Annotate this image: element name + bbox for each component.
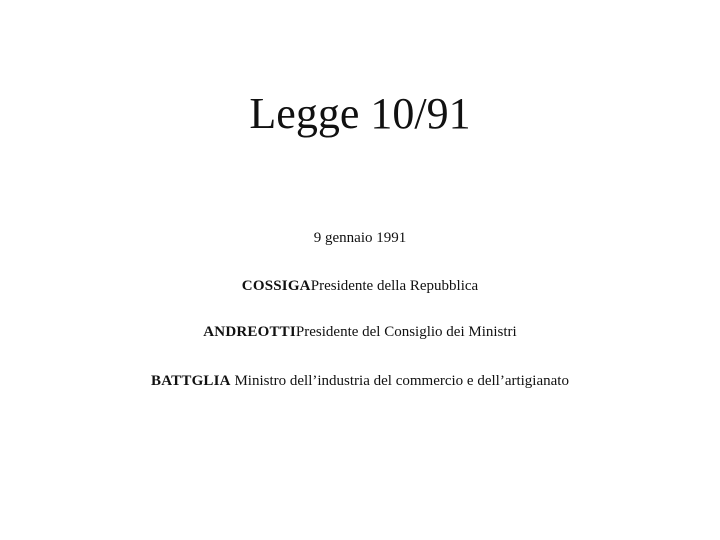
signatory-role: Ministro dell’industria del commercio e dell’artigianato [234, 373, 569, 389]
slide-title: Legge 10/91 [249, 89, 471, 138]
signatory-role: Presidente del Consiglio dei Ministri [295, 324, 517, 340]
signatory-line [0, 371, 720, 391]
signatory-name: COSSIGA [241, 278, 311, 294]
signatory-name: BATTGLIA [151, 373, 231, 389]
signatory-role: Presidente della Repubblica [310, 278, 479, 294]
signatory-line [0, 322, 720, 342]
signatory-line [0, 276, 720, 296]
signatory-name: ANDREOTTI [203, 324, 296, 340]
law-date: 9 gennaio 1991 [313, 230, 407, 246]
